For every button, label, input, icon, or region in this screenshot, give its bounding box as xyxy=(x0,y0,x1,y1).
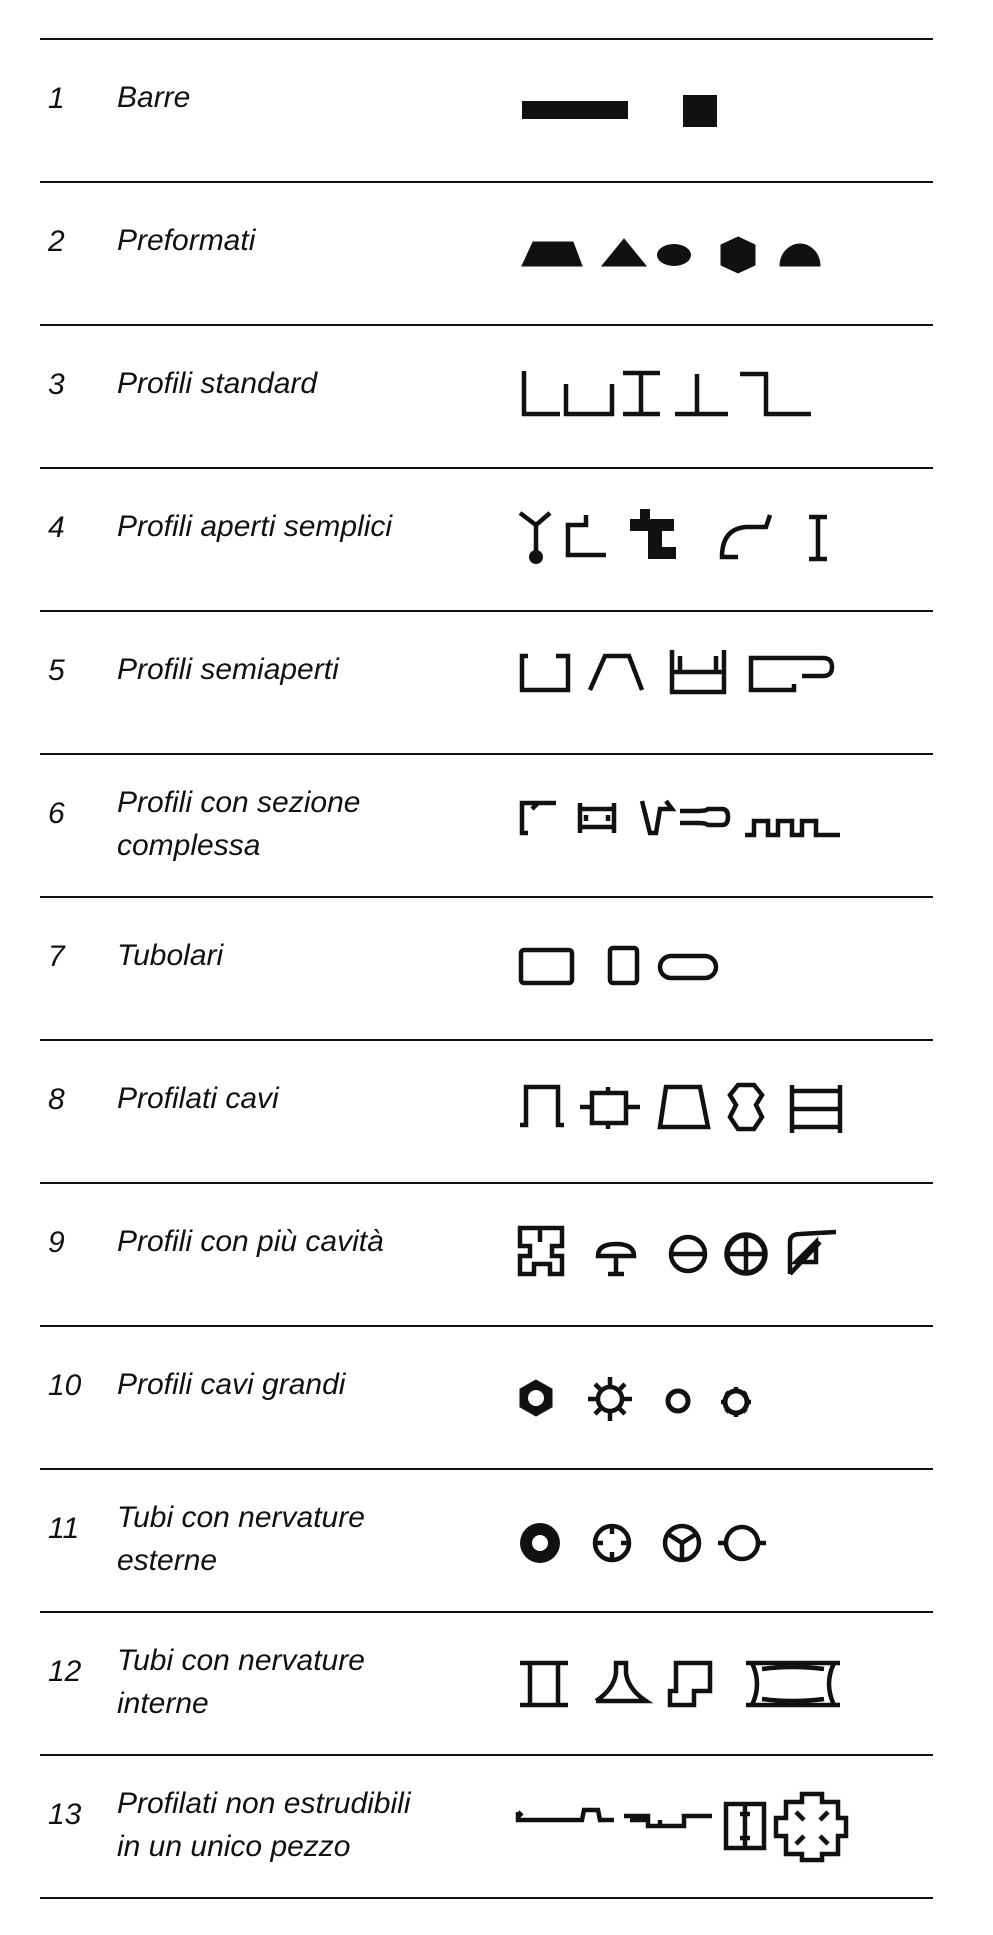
joined-flat-strip-icon xyxy=(518,1810,614,1820)
row-number: 12 xyxy=(48,1655,82,1688)
profile-name-line: complessa xyxy=(117,829,261,862)
star-hollow-icon xyxy=(588,1377,632,1421)
profile-name-line: in un unico pezzo xyxy=(117,1830,351,1863)
rounded-clip-profile-icon xyxy=(751,658,832,690)
profile-name-line: Profili con sezione xyxy=(117,786,361,819)
bell-tube-icon xyxy=(596,1663,646,1701)
two-fin-tube-icon xyxy=(718,1527,766,1559)
t-profile-icon xyxy=(675,374,728,414)
frame-hollow-icon xyxy=(792,1085,840,1133)
cross-section-drawing xyxy=(500,38,940,181)
cross-section-drawing xyxy=(500,1611,940,1754)
table-row xyxy=(0,324,993,467)
profile-name-line: interne xyxy=(117,1687,209,1720)
row-profile-name xyxy=(117,362,507,405)
profile-cross-sections xyxy=(500,467,940,610)
cross-section-drawing xyxy=(500,896,940,1039)
i-rail-profile-icon xyxy=(809,515,827,561)
key-profile-icon xyxy=(680,809,728,825)
row-number: 5 xyxy=(48,654,65,687)
profile-name-line: Tubi con nervature xyxy=(117,1501,365,1534)
ring-hollow-icon xyxy=(668,1391,688,1411)
profile-cross-sections xyxy=(500,896,940,1039)
profile-name-line: Profilati cavi xyxy=(117,1082,279,1115)
profile-name-line: esterne xyxy=(117,1544,218,1577)
table-row xyxy=(0,38,993,181)
profile-cross-sections xyxy=(500,753,940,896)
octagon-hollow-icon xyxy=(730,1085,762,1129)
row-profile-name xyxy=(117,648,507,691)
profile-cross-sections xyxy=(500,1325,940,1468)
y-bulb-profile-icon xyxy=(520,513,550,564)
table-row xyxy=(0,1182,993,1325)
table-row xyxy=(0,753,993,896)
row-number: 9 xyxy=(48,1226,65,1259)
row-number: 8 xyxy=(48,1083,65,1116)
table-row xyxy=(0,610,993,753)
row-profile-name xyxy=(117,1782,507,1868)
hexagon-hollow-icon xyxy=(520,1380,552,1416)
trapezoid-hollow-icon xyxy=(660,1087,708,1127)
cross-section-drawing xyxy=(500,1039,940,1182)
y-fin-tube-icon xyxy=(665,1526,699,1560)
pi-hollow-icon xyxy=(520,1087,564,1125)
row-profile-name xyxy=(117,505,507,548)
row-number: 2 xyxy=(48,225,65,258)
multi-chamber-profile-icon xyxy=(520,1228,562,1274)
triangle-chamber-profile-icon xyxy=(790,1232,836,1274)
row-profile-name xyxy=(117,781,507,867)
row-profile-name xyxy=(117,219,507,262)
rect-tube-icon xyxy=(521,950,572,983)
t-thick-profile-icon xyxy=(630,509,676,559)
cross-box-assembly-icon xyxy=(776,1794,846,1860)
table-row xyxy=(0,181,993,324)
gamma-profile-icon xyxy=(522,803,556,833)
double-box-assembly-icon xyxy=(726,1804,764,1848)
barrel-tube-icon xyxy=(746,1663,840,1705)
square-bar-icon xyxy=(683,95,717,127)
row-number: 10 xyxy=(48,1369,82,1402)
table-row xyxy=(0,1754,993,1897)
trapezoid-bar-icon xyxy=(522,242,582,266)
profile-name-line: Profili standard xyxy=(117,367,318,400)
table-row xyxy=(0,896,993,1039)
cross-circle-profile-icon xyxy=(727,1235,765,1273)
cross-section-drawing xyxy=(500,324,940,467)
profile-name-line: Barre xyxy=(117,81,191,114)
h-frame-profile-icon xyxy=(580,803,614,833)
trapezoid-open-profile-icon xyxy=(590,656,642,690)
profile-name-line: Profili cavi grandi xyxy=(117,1368,346,1401)
table-row xyxy=(0,1611,993,1754)
profile-cross-sections xyxy=(500,1182,940,1325)
row-profile-name xyxy=(117,1220,507,1263)
row-number: 4 xyxy=(48,511,65,544)
c-box-profile-icon xyxy=(522,656,568,690)
profile-name-line: Tubi con nervature xyxy=(117,1644,365,1677)
joined-step-strip-icon xyxy=(624,1816,712,1826)
row-profile-name xyxy=(117,76,507,119)
thick-ring-tube-icon xyxy=(520,1523,560,1563)
row-profile-name xyxy=(117,1363,507,1406)
cross-section-drawing xyxy=(500,467,940,610)
stepped-tube-icon xyxy=(670,1663,710,1705)
row-number: 11 xyxy=(48,1512,80,1545)
row-profile-name xyxy=(117,1077,507,1120)
i-tube-icon xyxy=(520,1663,568,1705)
oval-tube-icon xyxy=(660,956,716,978)
cross-section-drawing xyxy=(500,753,940,896)
row-number: 1 xyxy=(48,82,65,115)
i-profile-icon xyxy=(623,373,660,414)
four-fin-tube-icon xyxy=(595,1526,629,1560)
row-number: 3 xyxy=(48,368,65,401)
profile-cross-sections xyxy=(500,181,940,324)
hat-profile-icon xyxy=(568,515,606,555)
profile-cross-sections xyxy=(500,1611,940,1754)
u-profile-icon xyxy=(566,384,612,414)
row-number: 13 xyxy=(48,1798,82,1831)
hexagon-bar-icon xyxy=(721,237,755,273)
row-profile-name xyxy=(117,1496,507,1582)
profile-name-line: Tubolari xyxy=(117,939,224,972)
v-channel-profile-icon xyxy=(642,801,672,833)
table-rule-line xyxy=(40,1897,933,1899)
profile-name-line: Profili con più cavità xyxy=(117,1225,384,1258)
h-bracket-profile-icon xyxy=(672,650,724,692)
row-number: 6 xyxy=(48,797,65,830)
table-row xyxy=(0,1039,993,1182)
square-tube-icon xyxy=(610,948,637,983)
z-profile-icon xyxy=(740,374,811,414)
cross-section-drawing xyxy=(500,1182,940,1325)
mushroom-profile-icon xyxy=(598,1244,634,1274)
gear-hollow-icon xyxy=(721,1387,751,1417)
profile-cross-sections xyxy=(500,1754,940,1897)
theta-profile-icon xyxy=(671,1237,705,1271)
cross-section-drawing xyxy=(500,610,940,753)
cross-section-drawing xyxy=(500,1468,940,1611)
profile-cross-sections xyxy=(500,1468,940,1611)
table-row xyxy=(0,467,993,610)
flanged-box-hollow-icon xyxy=(580,1087,640,1129)
flat-bar-icon xyxy=(522,101,628,119)
profile-cross-sections xyxy=(500,324,940,467)
profile-name-line: Preformati xyxy=(117,224,256,257)
cross-section-drawing xyxy=(500,181,940,324)
row-number: 7 xyxy=(48,940,65,973)
table-row xyxy=(0,1468,993,1611)
curved-profile-icon xyxy=(722,515,770,557)
profile-name-line: Profili semiaperti xyxy=(117,653,339,686)
oval-bar-icon xyxy=(657,244,691,266)
l-profile-icon xyxy=(524,371,560,414)
profile-name-line: Profili aperti semplici xyxy=(117,510,393,543)
triangle-bar-icon xyxy=(602,239,646,266)
row-profile-name xyxy=(117,1639,507,1725)
profile-cross-sections xyxy=(500,38,940,181)
table-row xyxy=(0,1325,993,1468)
row-profile-name xyxy=(117,934,507,977)
corrugated-profile-icon xyxy=(745,821,840,835)
profile-cross-sections xyxy=(500,610,940,753)
half-round-bar-icon xyxy=(780,244,820,266)
cross-section-drawing xyxy=(500,1325,940,1468)
cross-section-drawing xyxy=(500,1754,940,1897)
profile-name-line: Profilati non estrudibili xyxy=(117,1787,411,1820)
profile-cross-sections xyxy=(500,1039,940,1182)
